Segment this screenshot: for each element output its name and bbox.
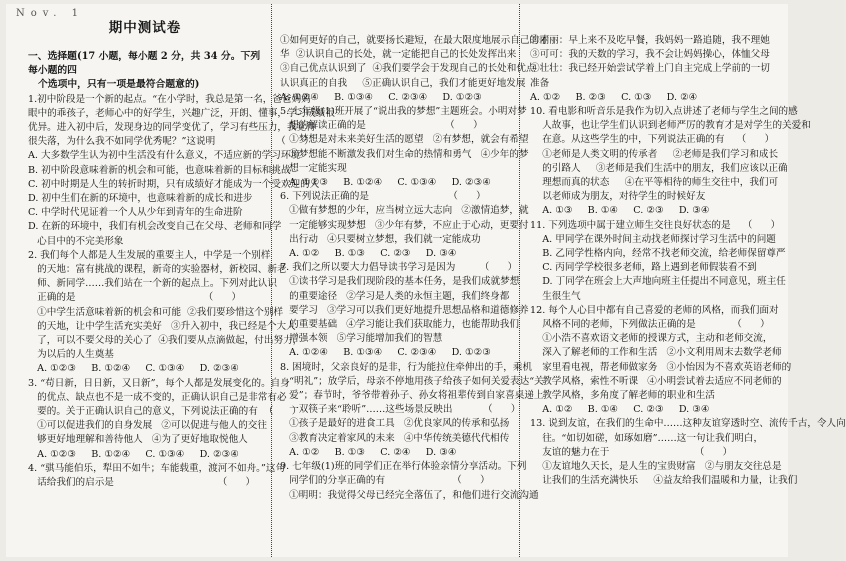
text-line: 12. 每个人心目中都有自己喜爱的老师的风格，而我们面对 — [530, 304, 779, 316]
text-line: D. 丁同学在班会上大声地向班主任提出不同意见，班主任 — [530, 276, 786, 288]
text-line: 想的解读正确的是 （ ） — [280, 120, 483, 132]
text-line: C. 中学时代见证着一个人从少年到青年的生命进阶 — [28, 207, 243, 219]
text-line: 增强本领 ⑤学习能增加我们的智慧 — [280, 333, 443, 345]
text-line: ①如何更好的自己，就要扬长避短，在最大限度地展示自己的才 — [280, 35, 549, 46]
text-line: 师、新同学……我们站在一个新的起点上。下列对此认识 — [28, 278, 277, 290]
text-line: A. ①②③ B. ①②④ C. ①③④ D. ②③④ — [280, 177, 491, 189]
text-line: 的天地，让中学生活充实美好 ③升入初中，我已经是个大人 — [28, 320, 296, 332]
text-line: 优异。进入初中后，发现身边的同学变优了，学习有些压力，我觉得 — [28, 122, 316, 134]
text-line: C. 丙同学学校很多老师，路上遇到老师假装看不到 — [530, 262, 757, 274]
text-line: 7. 我们之所以要大力倡导读书学习是因为 （ ） — [280, 262, 518, 274]
text-line: 的优点、缺点也不是一成不变的，正确认识自己是非常有必 — [28, 391, 287, 403]
text-line: 的重要途径 ②学习是人类的永恒主题，我们终身都 — [280, 290, 510, 302]
section-heading-line: 个选项中，只有一项是最符合题意的) — [38, 79, 200, 91]
text-line: 往。“如切如磋，如琢如磨”……这一句让我们明白， — [530, 432, 764, 444]
text-line: A. ①②④ B. ①③④ C. ②③④ D. ①②③ — [280, 347, 491, 359]
text-line: 为以后的人生奠基 — [28, 349, 114, 361]
text-line: 眼中的乖孩子，老师心中的好学生，兴趣广泛，开朗、懂事，学习成绩很 — [28, 107, 335, 119]
text-line: 10. 看电影和听音乐是我作为切入点讲述了老师与学生之间的感 — [530, 106, 798, 118]
text-line: A. ①②④ B. ①③④ C. ②③④ D. ①②③ — [280, 91, 482, 103]
text-line: 爱”；春节时，爷爷带着孙子、孙女将祖辈传到自家喜桌递上 — [280, 390, 544, 402]
text-line: B. 乙同学性格内向，经常不找老师交流，给老师保留尊严 — [530, 248, 786, 260]
text-line: 正确的是 （ ） — [28, 292, 242, 304]
text-line: ③梦想能不断激发我们对生命的热情和勇气 ④少年的梦 — [280, 148, 529, 160]
section-heading-line: 一、选择题(17 小题，每小题 2 分，共 34 分。下列每小题的四 — [28, 51, 261, 77]
text-line: A. ①②③ B. ①②④ C. ①③④ D. ②③④ — [28, 448, 239, 460]
text-line: 的引路人 ③老师是我们生活中的朋友，我们应该以正确 — [530, 162, 788, 174]
text-line: 生很生气 — [530, 290, 581, 302]
text-line: 让我们的生活充满快乐 ④益友给我们温暖和力量，让我们 — [530, 475, 798, 487]
text-line: 同学们的分享正确的有 （ ） — [280, 475, 490, 487]
text-line: ①中学生活意味着新的机会和可能 ②我们要珍惜这个别样 — [28, 306, 284, 318]
text-line: 教学风格，多角度了解老师的职业和生活 — [530, 390, 715, 402]
text-line: 话给我们的启示是 （ ） — [28, 477, 256, 489]
text-line: ①小浩不喜欢语文老师的授课方式，主动和老师交流， — [530, 333, 773, 345]
text-line: ①友谊地久天长，是人生的宝贵财富 ②与朋友交往总是 — [530, 461, 782, 473]
text-line: 11. 下列选项中属于建立师生交往良好状态的是 （ ） — [530, 219, 781, 231]
text-line: 理想而真的状态 ④在平等相待的师生交往中，我们可 — [530, 177, 779, 189]
text-line: 人故事，也让学生们认识到老师严厉的教育才是对学生的关爱和 — [530, 120, 811, 132]
text-line: ①做有梦想的少年，应当树立远大志向 ②激情追梦，就 — [280, 205, 529, 217]
text-line: A. ①② B. ①④ C. ②③ D. ③④ — [530, 404, 710, 416]
text-line: 心目中的不完美形象 — [28, 235, 124, 247]
text-line: A. 甲同学在课外时间主动找老师探讨学习生活中的问题 — [530, 233, 776, 245]
text-line: ①老师是人类文明的传承者 ②老师是我们学习和成长 — [530, 148, 779, 160]
text-line: 出行动 ④只要树立梦想，我们就一定能成功 — [280, 233, 481, 245]
text-line: 以老师成为朋友，对待学生的时候好友 — [530, 191, 706, 203]
text-line: 5. 七年级(1)班开展了“说出我的梦想”主题班会。小明对梦 — [280, 106, 527, 118]
text-line: 友谊的魅力在于 （ ） — [530, 446, 733, 458]
text-line: ①梦想是对未来美好生活的愿望 ②有梦想，就会有希望 — [280, 134, 529, 146]
text-line: A. ①②③ B. ①②④ C. ①③④ D. ②③④ — [28, 363, 239, 375]
page-title: 期中测试卷 — [108, 20, 182, 36]
text-line: 8. 困境时，父亲良好的是非，行为能拉住牵伸出的手，乘机 — [280, 361, 533, 373]
text-line: ③可可：我的天数的学习，我不会让妈妈操心，体恤父母 — [530, 49, 770, 61]
text-line: ④壮壮：我已经开始尝试学着上门自主完成上学前的一切 — [530, 63, 770, 75]
text-line: 一定能够实现梦想 ③少年有梦，不应止于心动，更要付 — [280, 219, 529, 231]
text-line: D. 初中生们在新的环境中，也意味着新的成长和进步 — [28, 193, 253, 205]
text-line: B. 初中阶段意味着新的机会和可能，也意味着新的目标和挑战 — [28, 164, 291, 176]
text-line: 9. 七年级(1)班的同学们正在举行体验亲情分享活动。下列 — [280, 461, 527, 473]
text-line: 3. “苟日新，日日新，又日新”，每个人都是发展变化的。自身 — [28, 377, 290, 389]
text-line: ①可以促进我们的自身发展 ②可以促进与他人的交往 — [28, 420, 267, 432]
text-line: A. ①③ B. ①④ C. ②③ D. ③④ — [530, 205, 710, 217]
text-line: A. ①② B. ①③ C. ②③ D. ③④ — [280, 248, 457, 260]
text-line: 深入了解老师的工作和生活 ②小文利用周末去数学老师 — [530, 347, 782, 359]
text-line: 认识真正的自我 ⑤正确认识自己，我们才能更好地发展 — [280, 77, 526, 89]
exam-sheet — [6, 4, 846, 557]
text-line: 了，可以不要父母的关心了 ④我们要从点滴做起，付出努力， — [28, 335, 303, 347]
text-line: 家里看电视，帮老师做家务 ③小怡因为不喜欢英语老师的 — [530, 361, 792, 373]
text-line: 4. “骐马能伯乐，犁田不如牛；车能载重，渡河不如舟。”这句 — [28, 462, 286, 474]
text-line: ①读书学习是我们现阶段的基本任务，是我们成就梦想 — [280, 276, 520, 288]
column-3 — [522, 4, 846, 557]
text-line: ②丽丽：早上来不及吃早餐，我妈妈一路追随，我不理她 — [530, 35, 770, 46]
text-line: D. 在新的环境中，我们有机会改变自己在父母、老师和同学 — [28, 221, 282, 233]
header-mark: Nov. 1 — [16, 8, 84, 19]
text-line: 的天地：富有挑战的课程，新奇的实验器材，新校园、新老 — [28, 264, 287, 276]
text-line: C. 初中时期是人生的转折时期，只有成绩好才能成为一个受欢迎的人 — [28, 178, 320, 190]
text-line: “明礼”；放学后，母亲不停地用孩子给孩子如何关爱表达“关 — [280, 375, 544, 387]
text-line: 6. 下列说法正确的是 （ ） — [280, 191, 486, 203]
column-3-text — [530, 34, 846, 489]
text-line: A. ①② B. ①③ C. ②④ D. ③④ — [280, 446, 457, 458]
text-line: A. ①② B. ②③ C. ①③ D. ②④ — [530, 91, 698, 103]
text-line: 一双筷子来“聆听”……这些场景反映出 （ ） — [280, 404, 521, 416]
text-line: 想一定能实现 — [280, 162, 347, 174]
text-line: 够更好地理解和善待他人 ④为了更好地取悦他人 — [28, 434, 248, 446]
text-line: A. 大多数学生认为初中生活没有什么意义，不适应新的学习环境 — [28, 150, 301, 162]
text-line: ①孩子是最好的进食工具 ②优良家风的传承和弘扬 — [280, 418, 510, 430]
text-line: ①明明：我觉得父母已经完全落伍了，和他们进行交流沟通 — [280, 489, 539, 501]
text-line: 要学习 ③学习可以我们更好地提升思想品格和道德修养 — [280, 304, 529, 316]
text-line: 13. 说到友谊，在我们的生命中……这种友谊穿透时空、流传千古，令人向 — [530, 418, 846, 430]
text-line: 要的。关于正确认识自己的意义，下列说法正确的有 （ ） — [28, 406, 302, 418]
text-line: 准备 — [530, 77, 550, 89]
text-line: 的重要基础 ④学习能让我们获取能力，也能帮助我们 — [280, 319, 519, 331]
text-line: 华 ②认识自己的长处，就一定能把自己的长处发挥出来 — [280, 49, 517, 61]
text-line: 1.初中阶段是一个新的起点。“在小学时，我总是第一名，爸爸妈妈 — [28, 93, 311, 105]
text-line: 2. 我们每个人都是人生发展的重要主人，中学是一个别样 — [28, 249, 271, 261]
text-line: 风格不同的老师，下列做法正确的是 （ ） — [530, 319, 770, 331]
text-line: 教学风格，索性不听课 ④小明尝试着去适应不同老师的 — [530, 375, 782, 387]
text-line: 很失落，为什么我不如同学优秀呢？”这说明 （ ） — [28, 136, 314, 148]
text-line: ③自己优点认识到了 ④我们要学会于发现自己的长处和优点 — [280, 63, 536, 75]
text-line: 在意。从这些学生的中，下列说法正确的有 （ ） — [530, 134, 775, 146]
text-line: ③教育决定着家风的未来 ④中华传统美德代代相传 — [280, 432, 510, 444]
